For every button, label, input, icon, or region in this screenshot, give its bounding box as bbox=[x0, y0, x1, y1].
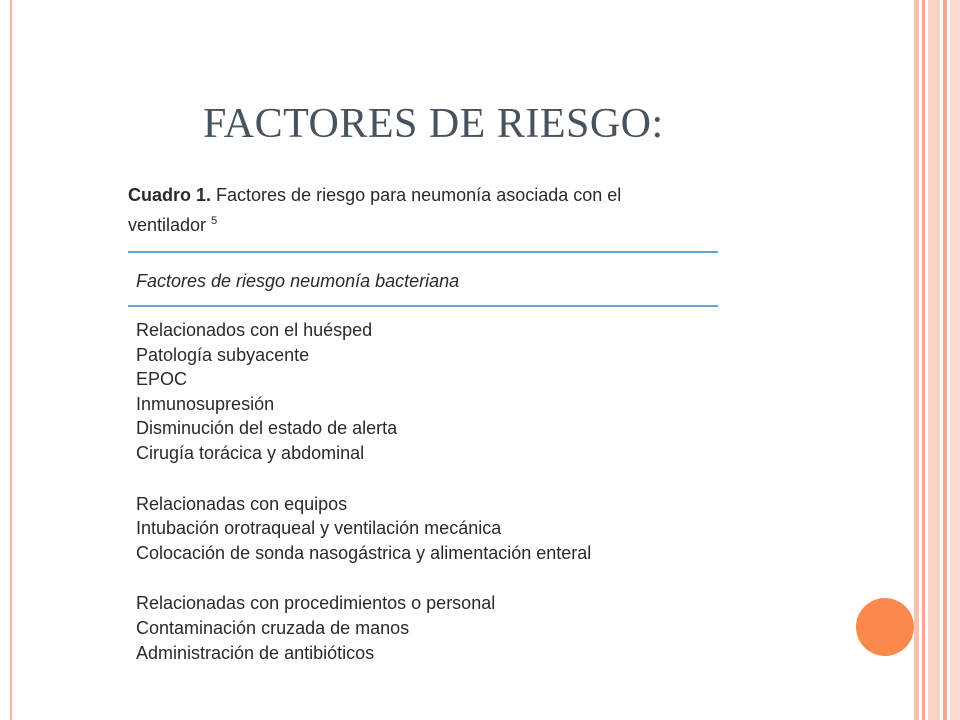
group-procedures bbox=[136, 591, 718, 665]
list-item: Colocación de sonda nasogástrica y alimentación enteral bbox=[136, 542, 592, 563]
list-item: Disminución del estado de alerta bbox=[136, 418, 398, 439]
list-item: Relacionados con el huésped bbox=[136, 320, 373, 340]
decorative-stripes bbox=[914, 0, 960, 720]
list-item: Intubación orotraqueal y ventilación mecánica bbox=[136, 518, 502, 539]
table-body bbox=[128, 307, 718, 665]
decorative-orange-circle bbox=[856, 598, 914, 656]
list-item: Relacionadas con procedimientos o personal bbox=[136, 593, 496, 614]
caption-reference: 5 bbox=[211, 215, 218, 227]
stripe bbox=[943, 0, 947, 720]
slide-title: FACTORES DE RIESGO: bbox=[203, 101, 664, 147]
table-header: Factores de riesgo neumonía bacteriana bbox=[136, 271, 460, 291]
list-item: Inmunosupresión bbox=[136, 393, 275, 414]
stripe bbox=[950, 0, 960, 720]
group-equipment bbox=[136, 492, 718, 566]
stripe bbox=[922, 0, 925, 720]
group-host bbox=[136, 318, 718, 466]
list-item: EPOC bbox=[136, 369, 188, 390]
caption-text: Factores de riesgo para neumonía asociada con el bbox=[216, 185, 622, 205]
list-item: Cirugía torácica y abdominal bbox=[136, 442, 365, 463]
caption-label: Cuadro 1. bbox=[128, 185, 212, 205]
left-border-line bbox=[10, 0, 12, 720]
table-caption bbox=[128, 182, 718, 238]
risk-factors-table bbox=[128, 182, 718, 665]
list-item: Administración de antibióticos bbox=[136, 642, 375, 663]
list-item: Relacionadas con equipos bbox=[136, 493, 348, 514]
list-item: Contaminación cruzada de manos bbox=[136, 617, 410, 638]
stripe bbox=[928, 0, 940, 720]
list-item: Patología subyacente bbox=[136, 344, 310, 365]
stripe bbox=[914, 0, 919, 720]
caption-text-2: ventilador bbox=[128, 215, 207, 235]
